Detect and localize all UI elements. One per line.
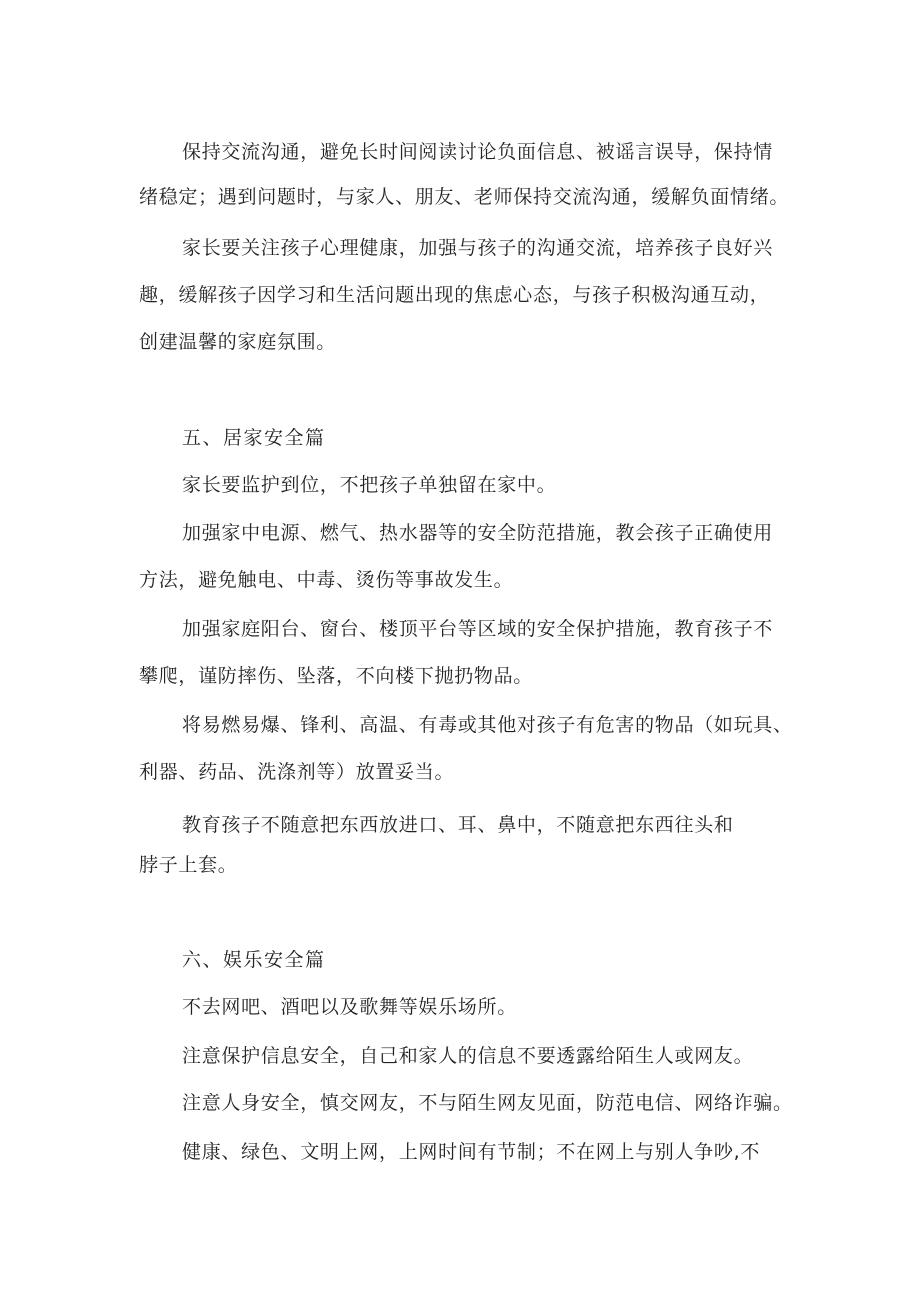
- text-line: 教育孩子不随意把东西放进口、耳、鼻中，不随意把东西往头和: [182, 814, 734, 836]
- text-line: 绪稳定；遇到问题时，与家人、朋友、老师保持交流沟通，缓解负面情绪。: [139, 186, 790, 208]
- text-line: 注意人身安全，慎交网友，不与陌生网友见面，防范电信、网络诈骗。: [182, 1092, 793, 1114]
- text-line: 脖子上套。: [139, 854, 238, 876]
- text-line: 不去网吧、酒吧以及歌舞等娱乐场所。: [182, 996, 517, 1018]
- text-line: 健康、绿色、文明上网，上网时间有节制；不在网上与别人争吵,不: [182, 1141, 761, 1163]
- section-heading: 五、居家安全篇: [182, 427, 326, 449]
- text-line: 家长要关注孩子心理健康，加强与孩子的沟通交流，培养孩子良好兴: [182, 237, 774, 259]
- text-line: 方法，避免触电、中毒、烫伤等事故发生。: [139, 569, 514, 591]
- text-line: 加强家庭阳台、窗台、楼顶平台等区域的安全保护措施，教育孩子不: [182, 618, 774, 640]
- text-line: 利器、药品、洗涤剂等）放置妥当。: [139, 761, 455, 783]
- text-line: 保持交流沟通，避免长时间阅读讨论负面信息、被谣言误导，保持情: [182, 141, 774, 163]
- section-heading: 六、娱乐安全篇: [182, 949, 326, 971]
- text-line: 创建温馨的家庭氛围。: [139, 331, 337, 353]
- text-line: 将易燃易爆、锋利、高温、有毒或其他对孩子有危害的物品（如玩具、: [182, 714, 793, 736]
- text-line: 家长要监护到位，不把孩子单独留在家中。: [182, 474, 557, 496]
- text-line: 注意保护信息安全，自己和家人的信息不要透露给陌生人或网友。: [182, 1045, 754, 1067]
- text-line: 趣，缓解孩子因学习和生活问题出现的焦虑心态，与孩子积极沟通互动，: [139, 284, 770, 306]
- text-line: 加强家中电源、燃气、热水器等的安全防范措施，教会孩子正确使用: [182, 522, 774, 544]
- text-line: 攀爬，谨防摔伤、坠落，不向楼下抛扔物品。: [139, 665, 534, 687]
